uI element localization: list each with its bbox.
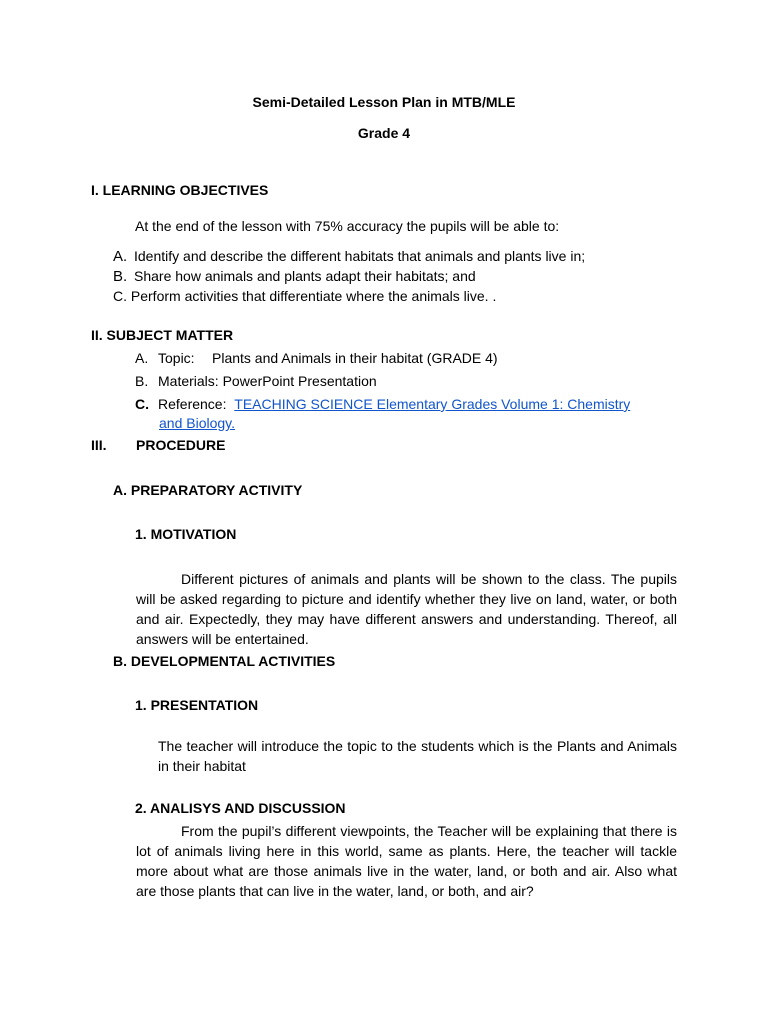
objective-item bbox=[113, 246, 585, 267]
motivation-heading: 1. MOTIVATION bbox=[135, 526, 237, 542]
reference-marker: C. bbox=[135, 396, 149, 412]
objectives-intro: At the end of the lesson with 75% accuracy the pupils will be able to: bbox=[135, 218, 560, 234]
preparatory-heading: A. PREPARATORY ACTIVITY bbox=[113, 482, 303, 498]
reference-line bbox=[135, 394, 630, 414]
materials-text: Materials: PowerPoint Presentation bbox=[158, 373, 377, 389]
reference-label: Reference: bbox=[158, 396, 227, 412]
grade-label: Grade 4 bbox=[357, 125, 411, 141]
materials-marker: B. bbox=[135, 373, 149, 389]
procedure-heading: PROCEDURE bbox=[136, 437, 226, 453]
topic-line bbox=[135, 348, 498, 368]
subject-matter-heading: II. SUBJECT MATTER bbox=[91, 327, 234, 343]
reference-link-continued[interactable]: and Biology. bbox=[159, 415, 236, 431]
reference-link[interactable]: TEACHING SCIENCE Elementary Grades Volume 1: Chemistry bbox=[234, 396, 631, 412]
objective-item bbox=[113, 266, 476, 287]
analysis-heading: 2. ANALISYS AND DISCUSSION bbox=[135, 800, 346, 816]
document-title: Semi-Detailed Lesson Plan in MTB/MLE bbox=[252, 94, 516, 110]
objective-marker: A. bbox=[113, 248, 128, 265]
topic-marker: A. bbox=[135, 350, 149, 366]
topic-label: Topic: bbox=[158, 350, 195, 366]
objective-marker: B. bbox=[113, 268, 128, 285]
objectives-heading: I. LEARNING OBJECTIVES bbox=[91, 182, 269, 198]
motivation-paragraph: Different pictures of animals and plants will be shown to the class. The pupils will be asked regarding to picture and identify whether they live on land, water, or both and air. Expectedly, they may have different answers and understanding. Thereof, all answers will be entertained. bbox=[136, 571, 677, 647]
procedure-numeral: III. bbox=[91, 437, 107, 453]
reference-line-continued bbox=[159, 413, 235, 433]
presentation-heading: 1. PRESENTATION bbox=[135, 697, 259, 713]
analysis-paragraph: From the pupil’s different viewpoints, the Teacher will be explaining that there is lot of animals living here in this world, same as plants. Here, the teacher will tackle more about what are those animals live in the water, land, or both and air. Also what are those plants that can live in the water, land, or both, and air? bbox=[136, 823, 677, 899]
objective-marker: C. bbox=[113, 288, 127, 304]
objective-text: Identify and describe the different habitats that animals and plants live in; bbox=[134, 248, 586, 264]
materials-line bbox=[135, 371, 377, 391]
objective-text: Share how animals and plants adapt their habitats; and bbox=[134, 268, 476, 284]
presentation-paragraph: The teacher will introduce the topic to the students which is the Plants and Animals in their habitat bbox=[158, 738, 677, 774]
objective-item bbox=[113, 286, 496, 306]
topic-text: Plants and Animals in their habitat (GRADE 4) bbox=[212, 350, 498, 366]
objective-text: Perform activities that differentiate where the animals live. . bbox=[130, 288, 497, 304]
developmental-heading: B. DEVELOPMENTAL ACTIVITIES bbox=[113, 653, 336, 669]
